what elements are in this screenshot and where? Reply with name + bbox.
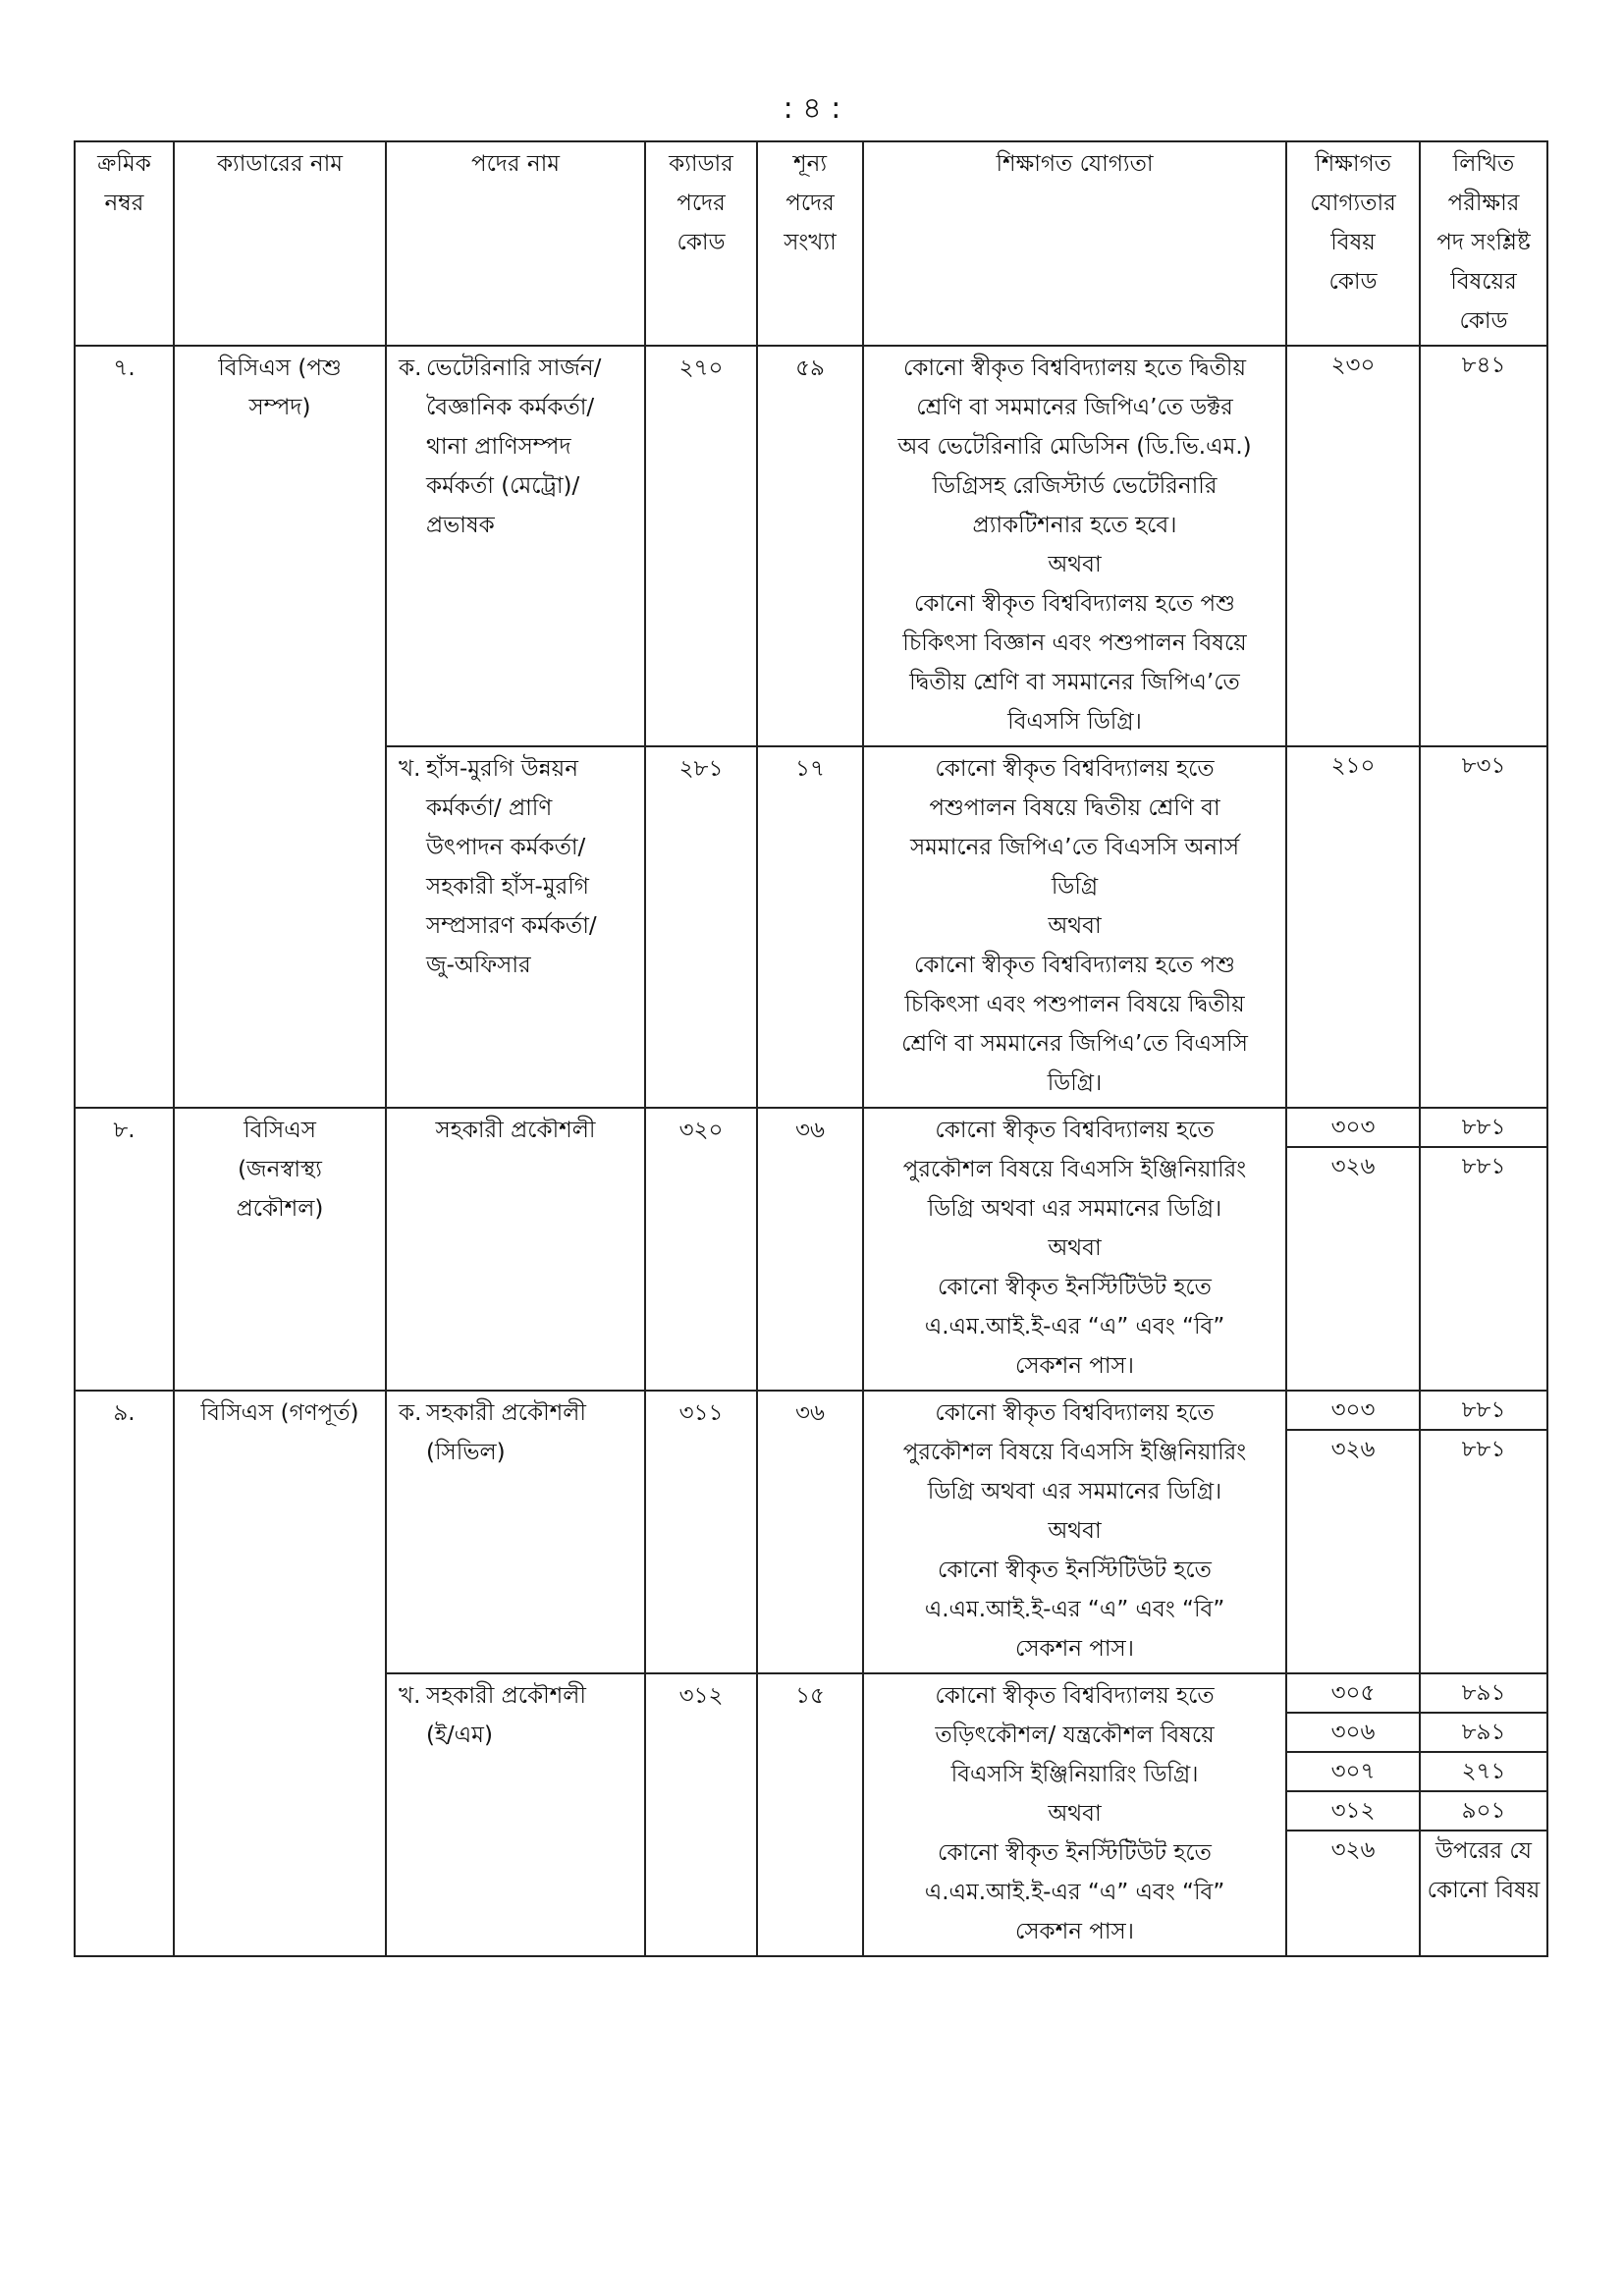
subject-code-cell (1286, 1673, 1420, 1956)
exam-code-cell (1420, 1673, 1547, 1956)
qualification-line: পুরকৌশল বিষয়ে বিএসসি ইঞ্জিনিয়ারিং (902, 1157, 1247, 1182)
header-line: পদের (677, 191, 726, 216)
post-name-text: থানা প্রাণিসম্পদ (426, 434, 571, 460)
header-line: বিষয় (1330, 230, 1376, 255)
post-name-line (399, 828, 638, 867)
qualification-line: এ.এম.আই.ই-এর “এ” এবং “বি” (924, 1597, 1225, 1622)
header-subject-code (1286, 141, 1420, 346)
qualification-line: ডিগ্রি অথবা এর সমমানের ডিগ্রি। (927, 1196, 1222, 1222)
header-line: শিক্ষাগত (1315, 151, 1391, 177)
subject-code-cell (1286, 1108, 1420, 1391)
header-post (386, 141, 645, 346)
table-row (75, 1391, 1547, 1673)
post-name-line (399, 1676, 638, 1716)
post-name-line (399, 1394, 638, 1433)
exam-code: ৮৮১ (1461, 1154, 1506, 1179)
cadre-code-cell (645, 1673, 757, 1956)
vacancy-cell (757, 1108, 863, 1391)
post-name-cell (386, 1673, 645, 1956)
cadre-code-text: ৩১১ (678, 1400, 724, 1426)
subject-code: ৩২৬ (1330, 1837, 1376, 1863)
header-cadre (174, 141, 386, 346)
post-name-text: সহকারী প্রকৌশলী (426, 1683, 586, 1709)
post-name-line (399, 749, 638, 789)
post-name-cell (386, 746, 645, 1108)
table-row (75, 1108, 1547, 1391)
subject-code: ৩০৩ (1287, 1109, 1419, 1148)
qualification-line: ডিগ্রি। (1047, 1070, 1103, 1096)
cadre-cell (174, 1108, 386, 1391)
post-name-text: উৎপাদন কর্মকর্তা/ (426, 835, 586, 860)
qualification-line: কোনো স্বীকৃত বিশ্ববিদ্যালয় হতে (935, 1118, 1215, 1143)
serial-text: ৮. (113, 1118, 135, 1143)
vacancy-text: ৫৯ (795, 355, 825, 381)
qualification-line: কোনো স্বীকৃত ইনস্টিটিউট হতে (938, 1840, 1212, 1866)
header-line: শিক্ষাগত যোগ্যতা (996, 151, 1154, 177)
exam-code: ৮৯১ (1421, 1674, 1546, 1714)
serial-text: ৭. (113, 355, 135, 381)
header-line: সংখ্যা (784, 230, 837, 255)
page-number: : ৪ : (783, 91, 841, 126)
qualification-line: পুরকৌশল বিষয়ে বিএসসি ইঞ্জিনিয়ারিং (902, 1440, 1247, 1465)
qualification-line: সেকশন পাস। (1015, 1636, 1134, 1662)
exam-code: ৯০১ (1421, 1792, 1546, 1831)
cadre-line: বিসিএস (244, 1118, 316, 1143)
subject-code-cell (1286, 746, 1420, 1108)
vacancy-cell (757, 1673, 863, 1956)
post-name-line (399, 1716, 638, 1755)
post-name-line (399, 1433, 638, 1472)
header-line: বিষয়ের (1450, 269, 1517, 295)
post-name-text: কর্মকর্তা/ প্রাণি (426, 795, 553, 821)
qualification-line: অথবা (1048, 1801, 1102, 1827)
post-name-line (399, 427, 638, 466)
header-line: ক্যাডার (669, 151, 733, 177)
subject-code: ৩২৬ (1330, 1437, 1376, 1462)
post-name-line (399, 349, 638, 388)
header-qualification (863, 141, 1286, 346)
vacancy-cell (757, 1391, 863, 1673)
qualification-line: প্র্যাকটিশনার হতে হবে। (972, 513, 1177, 538)
exam-code: ৮৪১ (1461, 353, 1506, 378)
cadre-code-text: ২৭০ (678, 355, 724, 381)
table-row (75, 346, 1547, 746)
header-line: কোড (1459, 308, 1508, 334)
post-name-text: (ই/এম) (426, 1722, 493, 1748)
serial-cell (75, 1108, 174, 1391)
post-name-line (399, 789, 638, 828)
cadre-line: বিসিএস (পশু (218, 355, 342, 381)
header-line: পরীক্ষার (1447, 191, 1520, 216)
qualification-line: ডিগ্রি (1051, 874, 1099, 900)
qualification-line: অথবা (1048, 552, 1102, 577)
exam-code-cell (1420, 1108, 1547, 1391)
post-prefix: ক. (399, 355, 422, 381)
qualification-line: অথবা (1048, 1235, 1102, 1261)
qualification-line: অব ভেটেরিনারি মেডিসিন (ডি.ভি.এম.) (897, 434, 1252, 460)
post-name-cell (386, 1391, 645, 1673)
header-line: শূন্য (792, 151, 827, 177)
subject-code: ৩০৭ (1287, 1753, 1419, 1792)
vacancy-text: ১৫ (795, 1683, 825, 1709)
post-name-text: সহকারী প্রকৌশলী (426, 1400, 586, 1426)
qualification-line: কোনো স্বীকৃত বিশ্ববিদ্যালয় হতে পশু (914, 953, 1235, 978)
qualification-line: সমমানের জিপিএ’তে বিএসসি অনার্স (909, 835, 1240, 860)
qualification-line: কোনো স্বীকৃত ইনস্টিটিউট হতে (938, 1558, 1212, 1583)
header-line: যোগ্যতার (1310, 191, 1396, 216)
qualification-line: সেকশন পাস। (1015, 1919, 1134, 1944)
header-vacancy (757, 141, 863, 346)
cadre-code-text: ৩১২ (678, 1683, 724, 1709)
cadre-line: (জনস্বাস্থ্য (238, 1157, 322, 1182)
subject-code: ৩২৬ (1330, 1154, 1376, 1179)
post-name-text: কর্মকর্তা (মেট্রো)/ (426, 473, 580, 499)
qualification-line: দ্বিতীয় শ্রেণি বা সমমানের জিপিএ’তে (909, 670, 1240, 695)
post-name-text: প্রভাষক (426, 513, 495, 538)
exam-code: ৮৮১ (1461, 1437, 1506, 1462)
cadre-code-cell (645, 346, 757, 746)
header-exam-code (1420, 141, 1547, 346)
cadre-code-cell (645, 746, 757, 1108)
post-prefix: খ. (399, 1683, 421, 1709)
post-name-text: সহকারী হাঁস-মুরগি (426, 874, 589, 900)
qualification-line: কোনো স্বীকৃত বিশ্ববিদ্যালয় হতে দ্বিতীয় (902, 355, 1247, 381)
post-name-text: ভেটেরিনারি সার্জন/ (426, 355, 602, 381)
qualification-line: কোনো স্বীকৃত বিশ্ববিদ্যালয় হতে (935, 756, 1215, 782)
header-line: ক্যাডারের নাম (216, 151, 344, 177)
header-line: ক্রমিক (97, 151, 151, 177)
header-line: কোড (677, 230, 726, 255)
cadre-code-text: ২৮১ (678, 756, 724, 782)
qualification-cell (863, 346, 1286, 746)
qualification-line: চিকিৎসা এবং পশুপালন বিষয়ে দ্বিতীয় (904, 992, 1245, 1017)
qualification-line: এ.এম.আই.ই-এর “এ” এবং “বি” (924, 1314, 1225, 1339)
post-name-line (399, 466, 638, 506)
qualification-line: অথবা (1048, 1518, 1102, 1544)
qualification-line: বিএসসি ইঞ্জিনিয়ারিং ডিগ্রি। (950, 1762, 1199, 1787)
header-serial (75, 141, 174, 346)
vacancy-cell (757, 746, 863, 1108)
qualification-line: সেকশন পাস। (1015, 1353, 1134, 1379)
header-cadre-code (645, 141, 757, 346)
exam-code-cell (1420, 746, 1547, 1108)
header-line: পদের নাম (470, 151, 561, 177)
cadre-cell (174, 346, 386, 1108)
qualification-line: চিকিৎসা বিজ্ঞান এবং পশুপালন বিষয়ে (902, 630, 1247, 656)
qualification-line: অথবা (1048, 913, 1102, 939)
post-name-cell (386, 346, 645, 746)
post-name-cell (386, 1108, 645, 1391)
serial-cell (75, 1391, 174, 1956)
post-name-line (399, 906, 638, 946)
table-body (75, 346, 1547, 1956)
qualification-line: কোনো স্বীকৃত ইনস্টিটিউট হতে (938, 1275, 1212, 1300)
header-line: নম্বর (104, 191, 144, 216)
qualification-line: বিএসসি ডিগ্রি। (1007, 709, 1142, 735)
subject-code: ৩০৫ (1287, 1674, 1419, 1714)
subject-code: ৩০৬ (1287, 1714, 1419, 1753)
qualification-cell (863, 1673, 1286, 1956)
cadre-post-table (74, 140, 1548, 1957)
qualification-line: ডিগ্রিসহ রেজিস্টার্ড ভেটেরিনারি (932, 473, 1218, 499)
post-name-line (399, 946, 638, 985)
exam-code: ৮৩১ (1461, 753, 1506, 779)
post-prefix: খ. (399, 756, 421, 782)
qualification-line: শ্রেণি বা সমমানের জিপিএ’তে বিএসসি (901, 1031, 1248, 1057)
vacancy-text: ৩৬ (795, 1118, 825, 1143)
vacancy-cell (757, 346, 863, 746)
subject-code-cell (1286, 1391, 1420, 1673)
qualification-cell (863, 1108, 1286, 1391)
cadre-line: প্রকৌশল) (236, 1196, 324, 1222)
header-line: লিখিত (1452, 151, 1515, 177)
subject-code: ৩০৩ (1287, 1392, 1419, 1431)
header-line: পদ সংশ্লিষ্ট (1436, 230, 1531, 255)
qualification-line: এ.এম.আই.ই-এর “এ” এবং “বি” (924, 1880, 1225, 1905)
qualification-cell (863, 746, 1286, 1108)
header-line: পদের (785, 191, 835, 216)
post-name-text: হাঁস-মুরগি উন্নয়ন (426, 756, 578, 782)
vacancy-text: ৩৬ (795, 1400, 825, 1426)
post-name-text: বৈজ্ঞানিক কর্মকর্তা/ (426, 395, 595, 420)
qualification-line: পশুপালন বিষয়ে দ্বিতীয় শ্রেণি বা (929, 795, 1220, 821)
post-prefix: ক. (399, 1400, 422, 1426)
exam-code: উপরের যে কোনো বিষয় (1427, 1838, 1541, 1903)
post-name-text: জু-অফিসার (426, 953, 531, 978)
subject-code: ২১০ (1330, 753, 1376, 779)
cadre-line: বিসিএস (গণপূর্ত) (200, 1400, 359, 1426)
exam-code-cell (1420, 1391, 1547, 1673)
subject-code: ৩১২ (1287, 1792, 1419, 1831)
table-header-row (75, 141, 1547, 346)
qualification-line: ডিগ্রি অথবা এর সমমানের ডিগ্রি। (927, 1479, 1222, 1504)
post-name-line: সহকারী প্রকৌশলী (435, 1118, 596, 1143)
exam-code: ৮৮১ (1421, 1392, 1546, 1431)
exam-code-cell (1420, 346, 1547, 746)
serial-cell (75, 346, 174, 1108)
cadre-code-cell (645, 1391, 757, 1673)
exam-code: ২৭১ (1421, 1753, 1546, 1792)
post-name-text: (সিভিল) (426, 1440, 506, 1465)
subject-code: ২৩০ (1330, 353, 1376, 378)
exam-code: ৮৯১ (1421, 1714, 1546, 1753)
qualification-line: কোনো স্বীকৃত বিশ্ববিদ্যালয় হতে পশু (914, 591, 1235, 617)
cadre-code-text: ৩২০ (678, 1118, 724, 1143)
cadre-cell (174, 1391, 386, 1956)
qualification-line: কোনো স্বীকৃত বিশ্ববিদ্যালয় হতে (935, 1400, 1215, 1426)
vacancy-text: ১৭ (795, 756, 825, 782)
cadre-code-cell (645, 1108, 757, 1391)
cadre-line: সম্পদ) (248, 395, 311, 420)
qualification-line: তড়িৎকৌশল/ যন্ত্রকৌশল বিষয়ে (935, 1722, 1215, 1748)
exam-code: ৮৮১ (1421, 1109, 1546, 1148)
post-name-line (399, 388, 638, 427)
post-name-line (399, 506, 638, 545)
header-line: কোড (1328, 269, 1378, 295)
qualification-cell (863, 1391, 1286, 1673)
serial-text: ৯. (113, 1400, 135, 1426)
subject-code-cell (1286, 346, 1420, 746)
post-name-text: সম্প্রসারণ কর্মকর্তা/ (426, 913, 597, 939)
qualification-line: কোনো স্বীকৃত বিশ্ববিদ্যালয় হতে (935, 1683, 1215, 1709)
post-name-line (399, 867, 638, 906)
qualification-line: শ্রেণি বা সমমানের জিপিএ’তে ডক্টর (916, 395, 1233, 420)
